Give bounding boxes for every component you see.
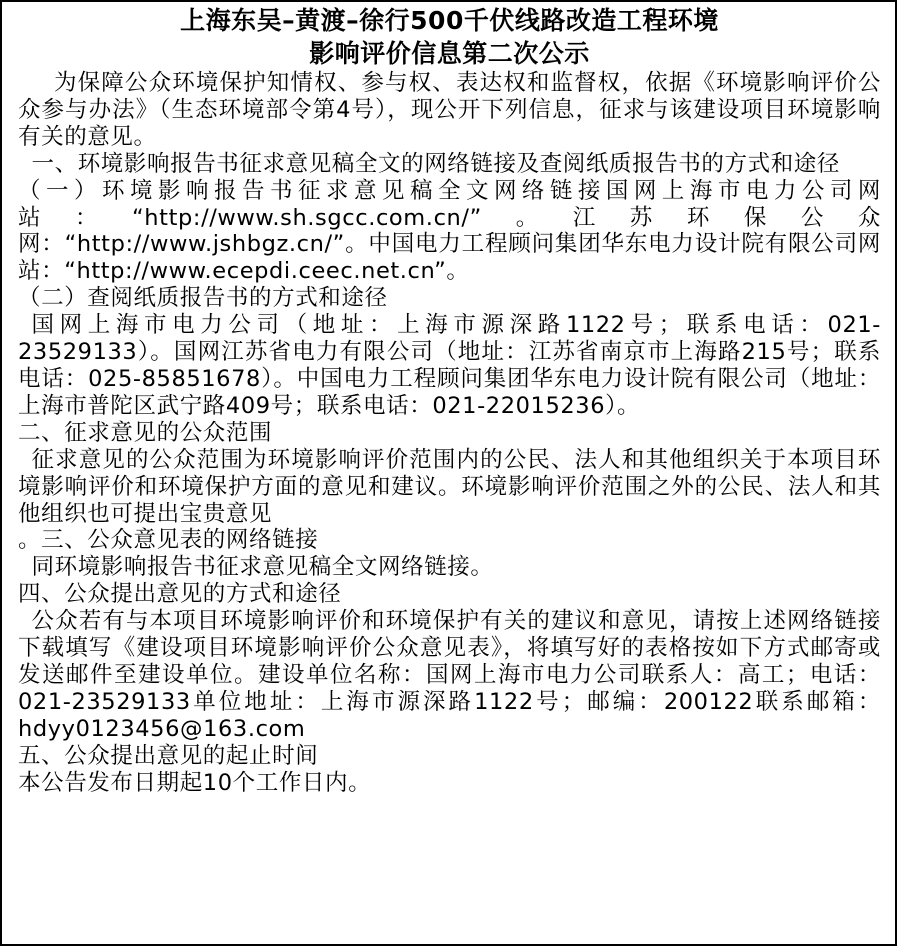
section-3-heading: 。三、公众意见表的网络链接: [18, 527, 319, 554]
section-3-body: 同环境影响报告书征求意见稿全文网络链接。: [31, 554, 494, 581]
section-2-heading: 二、征求意见的公众范围: [18, 419, 273, 446]
intro-paragraph: 为保障公众环境保护知情权、参与权、表达权和监督权，依据《环境影响评价公众参与办法》（生态环境部令第4号），现公开下列信息，征求与该建设项目环境影响有关的意见。: [18, 70, 881, 150]
section-1-heading: 一、环境影响报告书征求意见稿全文的网络链接及查阅纸质报告书的方式和途径: [31, 150, 841, 177]
section-5-heading: 五、公众提出意见的起止时间: [18, 742, 319, 769]
notice-body: [18, 70, 881, 796]
section-1-sub-1: （一）环境影响报告书征求意见稿全文网络链接国网上海市电力公司网站：“http://www.sh.sgcc.com.cn/”。江苏环保公众网：“http://www.jshbgz.cn/”。中国电力工程顾问集团华东电力设计院有限公司网站：“http://www.ecepdi.ceec.net.cn”。: [18, 177, 881, 285]
section-1-sub-2-heading: （二）查阅纸质报告书的方式和途径: [18, 285, 388, 312]
section-4-heading: 四、公众提出意见的方式和途径: [18, 581, 342, 608]
notice-title: [18, 4, 881, 70]
section-4-body: 公众若有与本项目环境影响评价和环境保护有关的建议和意见，请按上述网络链接下载填写《建设项目环境影响评价公众意见表》，将填写好的表格按如下方式邮寄或发送邮件至建设单位。建设单位名称：国网上海市电力公司联系人：高工；电话：021-23529133单位地址：上海市源深路1122号；邮编：200122联系邮箱：hdyy0123456@163.com: [18, 608, 881, 742]
section-2-body: 征求意见的公众范围为环境影响评价范围内的公民、法人和其他组织关于本项目环境影响评价和环境保护方面的意见和建议。环境影响评价范围之外的公民、法人和其他组织也可提出宝贵意见: [18, 446, 881, 527]
section-5-body: 本公告发布日期起10个工作日内。: [18, 769, 372, 796]
title-line-2: 影响评价信息第二次公示: [309, 39, 590, 68]
section-1-sub-2-body: 国网上海市电力公司（地址：上海市源深路1122号；联系电话：021-23529133）。国网江苏省电力有限公司（地址：江苏省南京市上海路215号；联系电话：025-85851678）。中国电力工程顾问集团华东电力设计院有限公司（地址：上海市普陀区武宁路409号；联系电话：021-22015236）。: [18, 312, 881, 419]
title-line-1: 上海东吴–黄渡–徐行500千伏线路改造工程环境: [180, 6, 719, 35]
